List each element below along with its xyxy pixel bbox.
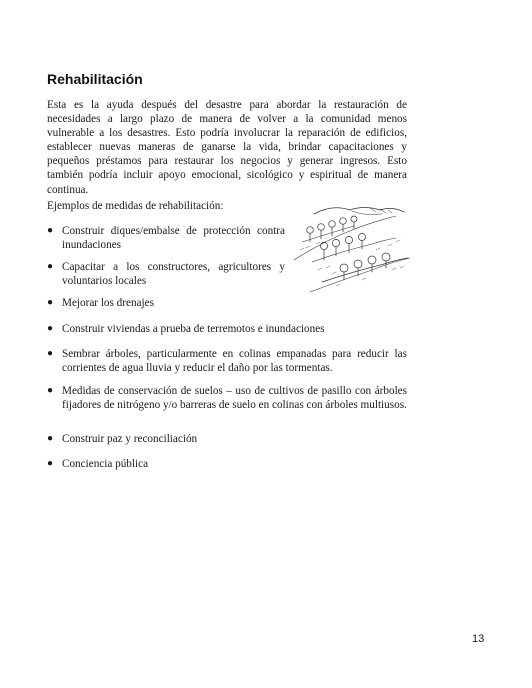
list-item — [47, 384, 407, 412]
bullet-icon: ● — [47, 385, 54, 396]
section-heading: Rehabilitación — [47, 71, 143, 87]
list-item — [47, 322, 407, 336]
list-item-text: Capacitar a los constructores, agricultores y voluntarios locales — [62, 261, 285, 288]
bullet-icon: ● — [47, 348, 54, 359]
list-item-text: Construir paz y reconciliación — [62, 433, 198, 445]
list-item-text: Conciencia pública — [62, 458, 149, 470]
list-item — [47, 347, 407, 375]
bullet-icon: ● — [47, 261, 54, 272]
bullet-icon: ● — [47, 323, 54, 334]
page-number: 13 — [472, 633, 485, 645]
bullet-icon: ● — [47, 458, 54, 469]
list-item — [47, 432, 407, 446]
bullet-icon: ● — [47, 225, 54, 236]
bullet-icon: ● — [47, 297, 54, 308]
list-item — [47, 296, 407, 310]
hillside-terraced-trees-sketch-icon — [292, 202, 414, 294]
list-item-text: Sembrar árboles, particularmente en colinas empanadas para reducir las corrientes de agua lluvia y reducir el daño por las tormentas. — [62, 348, 407, 375]
list-item-text: Construir viviendas a prueba de terremotos e inundaciones — [62, 323, 325, 335]
list-item-text: Medidas de conservación de suelos – uso de cultivos de pasillo con árboles fijadores de nitrógeno y/o barreras de suelo en colinas con árboles multiusos. — [62, 385, 407, 412]
list-item — [47, 224, 285, 252]
intro-paragraph: Esta es la ayuda después del desastre para abordar la restauración de necesidades a largo plazo de manera de volver a la comunidad menos vulnerable a los desastres. Esto podría involucrar la reparación de edificios, establecer nuevas maneras de ganarse la vida, brindar capacitaciones y pequeños préstamos para restaurar los negocios y generar ingresos. Esto también podría incluir apoyo emocional, sicológico y espiritual de manera continua. — [47, 99, 407, 196]
bullet-icon: ● — [47, 433, 54, 444]
list-item-text: Construir diques/embalse de protección contra inundaciones — [62, 225, 285, 252]
list-item-text: Mejorar los drenajes — [62, 297, 154, 309]
list-item — [47, 260, 285, 288]
examples-label: Ejemplos de medidas de rehabilitación: — [47, 200, 224, 212]
list-item — [47, 457, 407, 471]
